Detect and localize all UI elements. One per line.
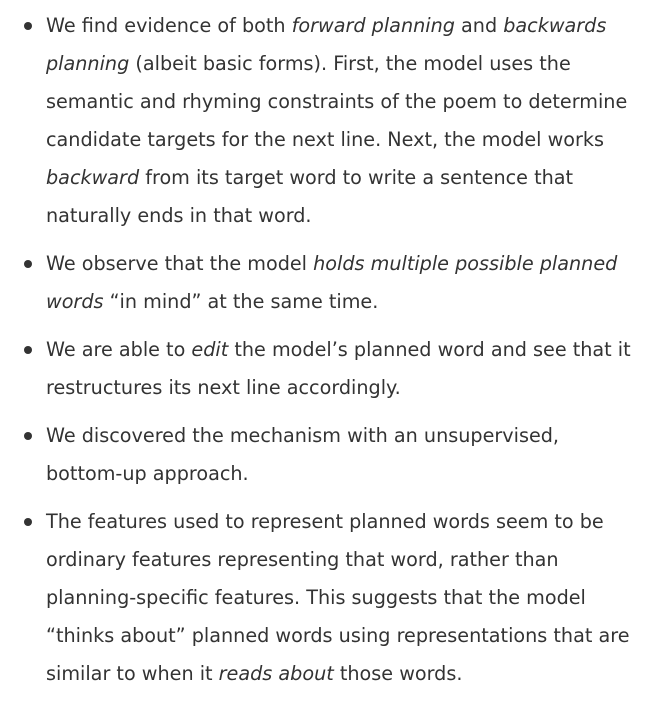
list-item (46, 245, 636, 321)
list-item (46, 503, 636, 693)
list-item (46, 331, 636, 407)
text-segment: “in mind” at the same time. (103, 290, 379, 313)
italic-text: backward (46, 166, 140, 189)
bullet-dot (24, 260, 32, 268)
text-segment: We observe that the model (46, 252, 314, 275)
text-segment: the model’s planned word and see that it restructures its next line accordingly. (46, 338, 631, 399)
italic-text: reads about (218, 662, 334, 685)
text-segment: and (454, 14, 504, 37)
findings-list (0, 7, 636, 693)
italic-text: edit (191, 338, 229, 361)
text-segment: We are able to (46, 338, 192, 361)
italic-text: holds multiple possible planned words (46, 252, 618, 313)
list-item (46, 7, 636, 235)
bullet-dot (24, 518, 32, 526)
text-segment: We find evidence of both (46, 14, 292, 37)
text-segment: The features used to represent planned words seem to be ordinary features representing that word, rather than planning-specific features. This suggests that the model “thinks about” planned words using representations that are similar to when it (46, 510, 630, 685)
text-segment: (albeit basic forms). First, the model uses the semantic and rhyming constraints of the poem to determine candidate targets for the next line. Next, the model works (46, 52, 628, 151)
bullet-dot (24, 432, 32, 440)
bullet-dot (24, 22, 32, 30)
list-item (46, 417, 636, 493)
italic-text: forward planning (291, 14, 455, 37)
italic-text: backwards planning (46, 14, 607, 75)
text-segment: We discovered the mechanism with an unsupervised, bottom-up approach. (46, 424, 560, 485)
bullet-dot (24, 346, 32, 354)
text-segment: from its target word to write a sentence that naturally ends in that word. (46, 166, 574, 227)
text-segment: those words. (333, 662, 463, 685)
